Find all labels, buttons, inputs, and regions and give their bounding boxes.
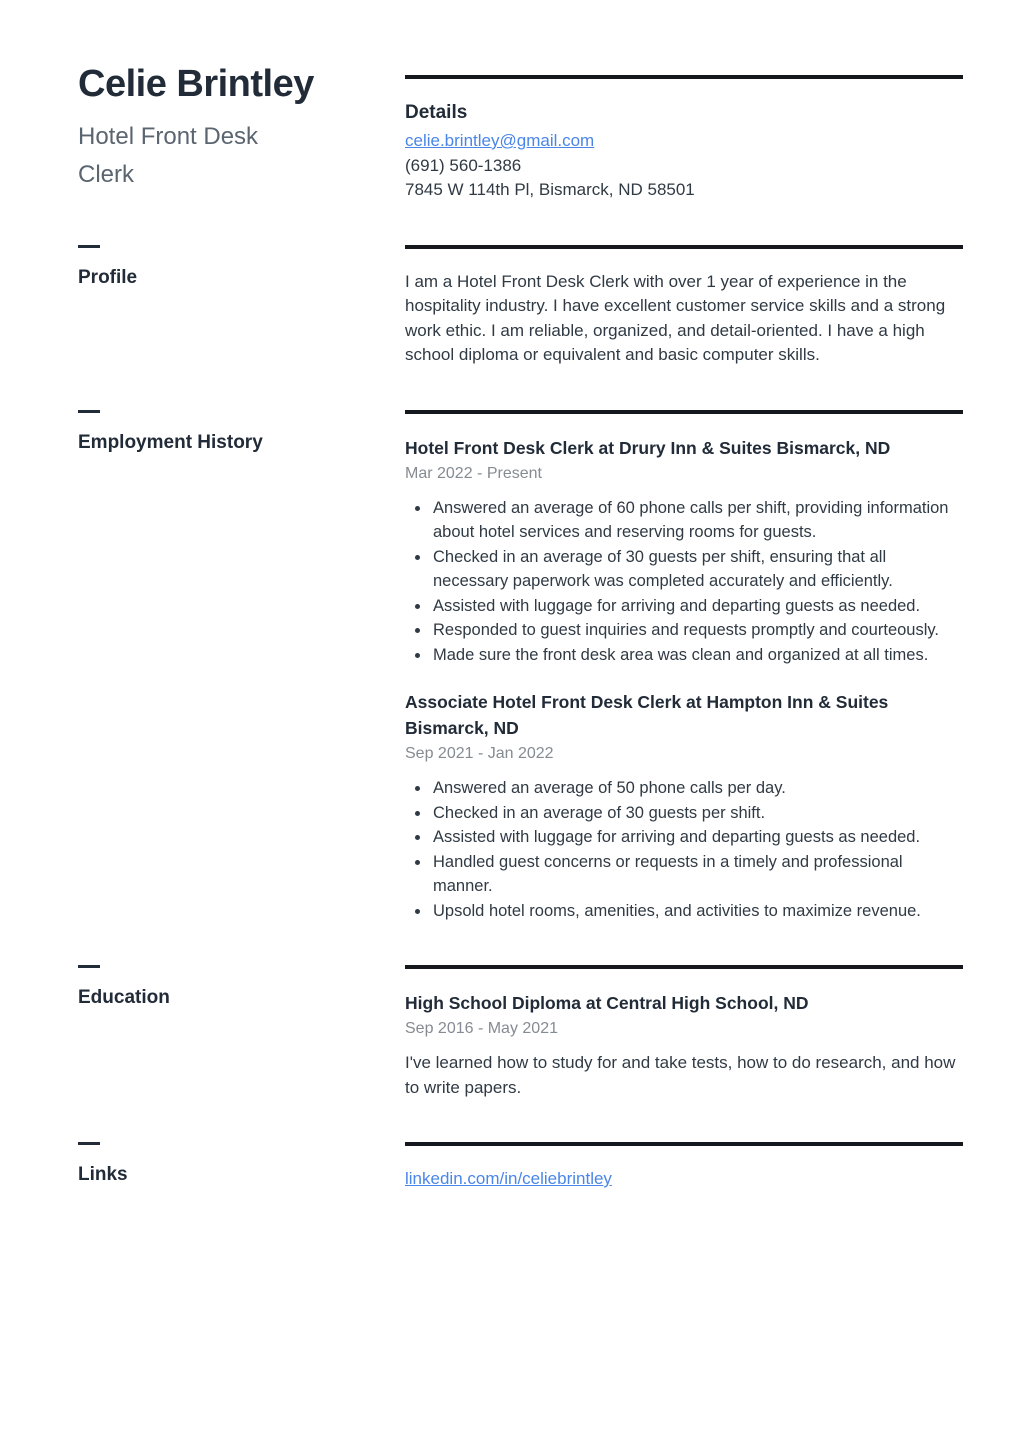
header-section bbox=[78, 62, 963, 203]
profile-heading: Profile bbox=[78, 266, 138, 288]
profile-text: I am a Hotel Front Desk Clerk with over 1 year of experience in the hospitality industry. I have excellent customer service skills and a strong work ethic. I am reliable, organized, and detail-oriented. I have a high school diploma or equivalent and basic computer skills. bbox=[405, 271, 946, 364]
details-section bbox=[405, 62, 963, 203]
header-left bbox=[78, 62, 405, 203]
job-bullet: • Made sure the front desk area was clean and organized at all times. bbox=[431, 643, 963, 668]
job-bullet: • Responded to guest inquiries and requests promptly and courteously. bbox=[431, 618, 963, 643]
job-bullet-list bbox=[405, 776, 963, 923]
education-heading: Education bbox=[78, 987, 170, 1008]
section-rule bbox=[405, 410, 963, 414]
employment-content bbox=[405, 410, 963, 924]
profile-content bbox=[405, 245, 963, 368]
links-section bbox=[78, 1142, 963, 1192]
link-line bbox=[405, 1167, 963, 1192]
section-dash bbox=[78, 410, 100, 413]
person-name: Celie Brintley bbox=[78, 63, 314, 105]
job-bullet: • Upsold hotel rooms, amenities, and activities to maximize revenue. bbox=[431, 899, 963, 924]
section-dash bbox=[78, 1142, 100, 1145]
details-heading: Details bbox=[405, 102, 468, 123]
job-bullet: • Checked in an average of 30 guests per shift, ensuring that all necessary paperwork was completed accurately and efficiently. bbox=[431, 545, 963, 594]
profile-section bbox=[78, 245, 963, 368]
employment-left bbox=[78, 410, 405, 924]
job-dates: Sep 2021 - Jan 2022 bbox=[405, 745, 554, 762]
job-bullet: • Assisted with luggage for arriving and departing guests as needed. bbox=[431, 825, 963, 850]
section-rule bbox=[405, 245, 963, 249]
job-bullet: • Answered an average of 60 phone calls per shift, providing information about hotel services and reserving rooms for guests. bbox=[431, 496, 963, 545]
links-heading: Links bbox=[78, 1164, 128, 1185]
employment-heading: Employment History bbox=[78, 431, 263, 453]
education-description: I've learned how to study for and take tests, how to do research, and how to write papers. bbox=[405, 1053, 956, 1097]
links-content bbox=[405, 1142, 963, 1192]
job-bullet: • Assisted with luggage for arriving and departing guests as needed. bbox=[431, 594, 963, 619]
section-rule bbox=[405, 1142, 963, 1146]
job-bullet: • Answered an average of 50 phone calls per day. bbox=[431, 776, 963, 801]
linkedin-link[interactable]: linkedin.com/in/celiebrintley bbox=[405, 1169, 612, 1188]
email-link[interactable]: celie.brintley@gmail.com bbox=[405, 131, 595, 150]
links-left bbox=[78, 1142, 405, 1192]
job-bullet: • Checked in an average of 30 guests per shift. bbox=[431, 801, 963, 826]
education-dates: Sep 2016 - May 2021 bbox=[405, 1020, 558, 1037]
person-job-title: Hotel Front Desk Clerk bbox=[78, 123, 259, 188]
job-bullet-list bbox=[405, 496, 963, 668]
education-title: High School Diploma at Central High School, ND bbox=[405, 993, 809, 1013]
education-entry bbox=[405, 990, 963, 1100]
phone-number: (691) 560-1386 bbox=[405, 155, 522, 175]
education-section bbox=[78, 965, 963, 1100]
section-rule bbox=[405, 965, 963, 969]
section-rule bbox=[405, 75, 963, 79]
education-content bbox=[405, 965, 963, 1100]
employment-section bbox=[78, 410, 963, 924]
address: 7845 W 114th Pl, Bismarck, ND 58501 bbox=[405, 180, 695, 199]
section-dash bbox=[78, 245, 100, 248]
education-left bbox=[78, 965, 405, 1100]
job-dates: Mar 2022 - Present bbox=[405, 464, 542, 482]
job-title: Hotel Front Desk Clerk at Drury Inn & Suites Bismarck, ND bbox=[405, 437, 891, 458]
section-dash bbox=[78, 965, 100, 968]
job-title: Associate Hotel Front Desk Clerk at Hampton Inn & Suites Bismarck, ND bbox=[405, 692, 889, 738]
job-bullet: • Handled guest concerns or requests in a timely and professional manner. bbox=[431, 850, 963, 899]
job-entry bbox=[405, 689, 963, 923]
job-entry bbox=[405, 435, 963, 668]
email-line bbox=[405, 129, 963, 154]
profile-left bbox=[78, 245, 405, 368]
